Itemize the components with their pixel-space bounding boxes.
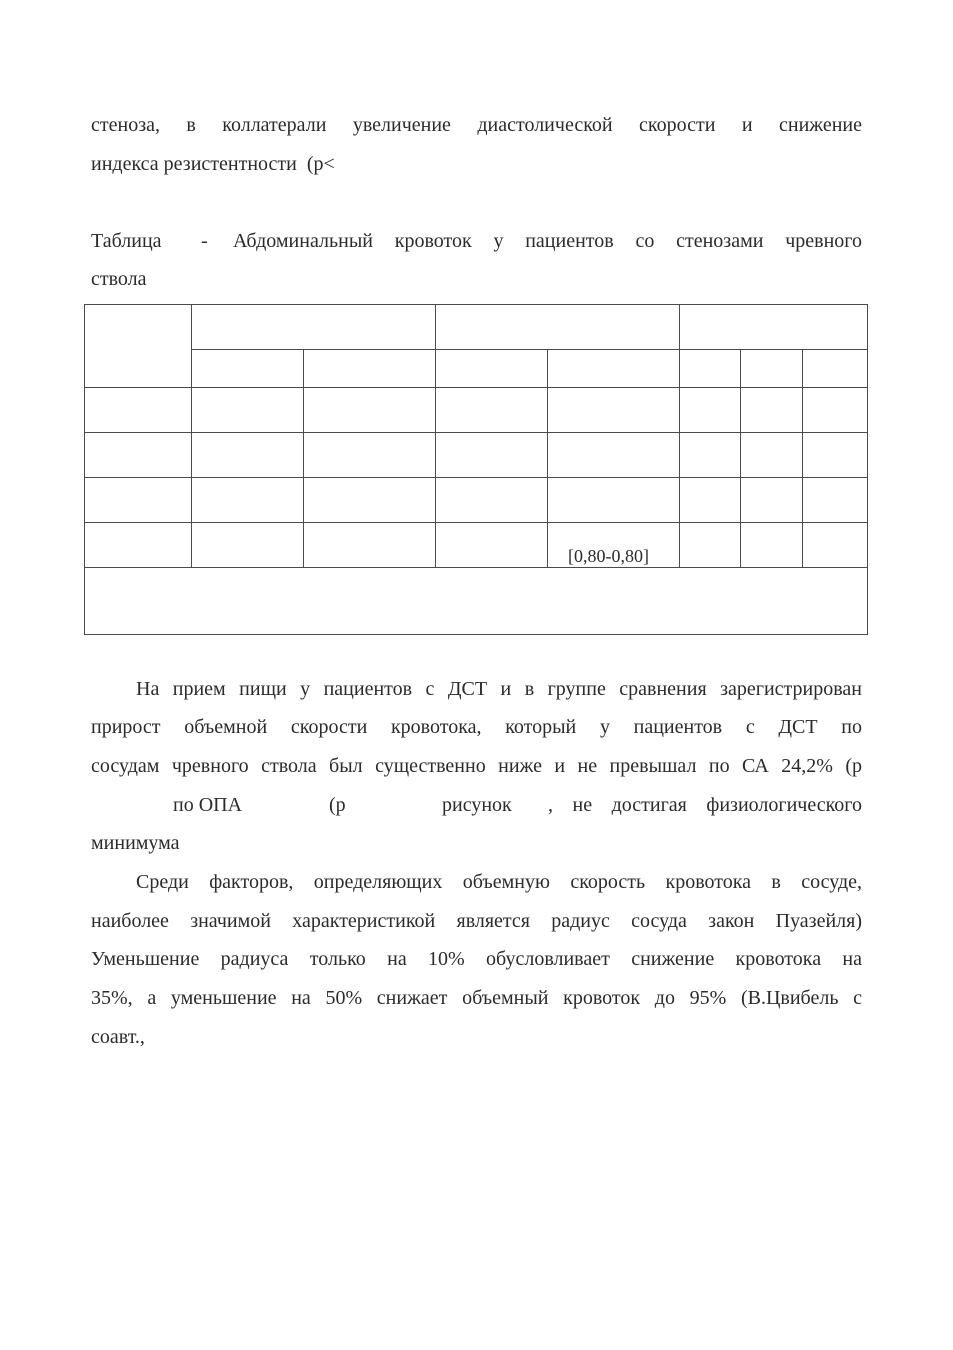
table-subcolumn-divider (547, 349, 548, 568)
table-caption-title-continued: ствола (91, 268, 147, 290)
food-paragraph-line-2: прирост объемной скорости кровотока, который у пациентов с ДСТ по (91, 716, 862, 738)
table-border-bottom (84, 634, 868, 635)
factors-paragraph-line-5: соавт., (91, 1026, 145, 1048)
top-paragraph-line-1: стеноза, в коллатерали увеличение диастолической скорости и снижение (91, 114, 862, 136)
table-row-divider (84, 477, 868, 478)
table-border-top (84, 304, 868, 305)
food-paragraph-line-4-segment: (р (329, 794, 346, 816)
factors-paragraph-line-4: 35%, а уменьшение на 50% снижает объемный кровоток до 95% (В.Цвибель с (91, 987, 862, 1009)
table-column-divider (191, 304, 192, 568)
table-subcolumn-divider (740, 349, 741, 568)
table-border-left (84, 304, 85, 635)
top-paragraph-line-2: индекса резистентности (р< (91, 153, 335, 175)
table-row-divider (84, 522, 868, 523)
table-caption-title: Абдоминальный кровоток у пациентов со стенозами чревного (233, 230, 862, 252)
food-paragraph-line-1: На прием пищи у пациентов с ДСТ и в группе сравнения зарегистрирован (136, 678, 862, 700)
data-table (84, 304, 868, 635)
table-cell-value: [0,80-0,80] (568, 546, 649, 566)
food-paragraph-line-4-segment: рисунок (442, 794, 512, 816)
factors-paragraph-line-3: Уменьшение радиуса только на 10% обусловливает снижение кровотока на (91, 948, 862, 970)
food-paragraph-line-3: сосудам чревного ствола был существенно ниже и не превышал по СА 24,2% (р (91, 755, 862, 777)
table-caption-label: Таблица (91, 230, 162, 252)
table-header-divider (191, 349, 868, 350)
table-border-right (867, 304, 868, 635)
table-subcolumn-divider (303, 349, 304, 568)
table-column-divider (435, 304, 436, 568)
table-column-divider (679, 304, 680, 568)
food-paragraph-line-4-segment: по ОПА (173, 794, 243, 816)
table-row-divider (84, 432, 868, 433)
table-caption-dash: - (201, 230, 208, 252)
factors-paragraph-line-1: Среди факторов, определяющих объемную скорость кровотока в сосуде, (136, 871, 862, 893)
table-row-divider (84, 387, 868, 388)
table-subcolumn-divider (802, 349, 803, 568)
food-paragraph-line-5: минимума (91, 832, 180, 854)
table-row-divider (84, 567, 868, 568)
food-paragraph-line-4-segment: , не достигая физиологического (548, 794, 862, 816)
factors-paragraph-line-2: наиболее значимой характеристикой является радиус сосуда закон Пуазейля) (91, 910, 862, 932)
